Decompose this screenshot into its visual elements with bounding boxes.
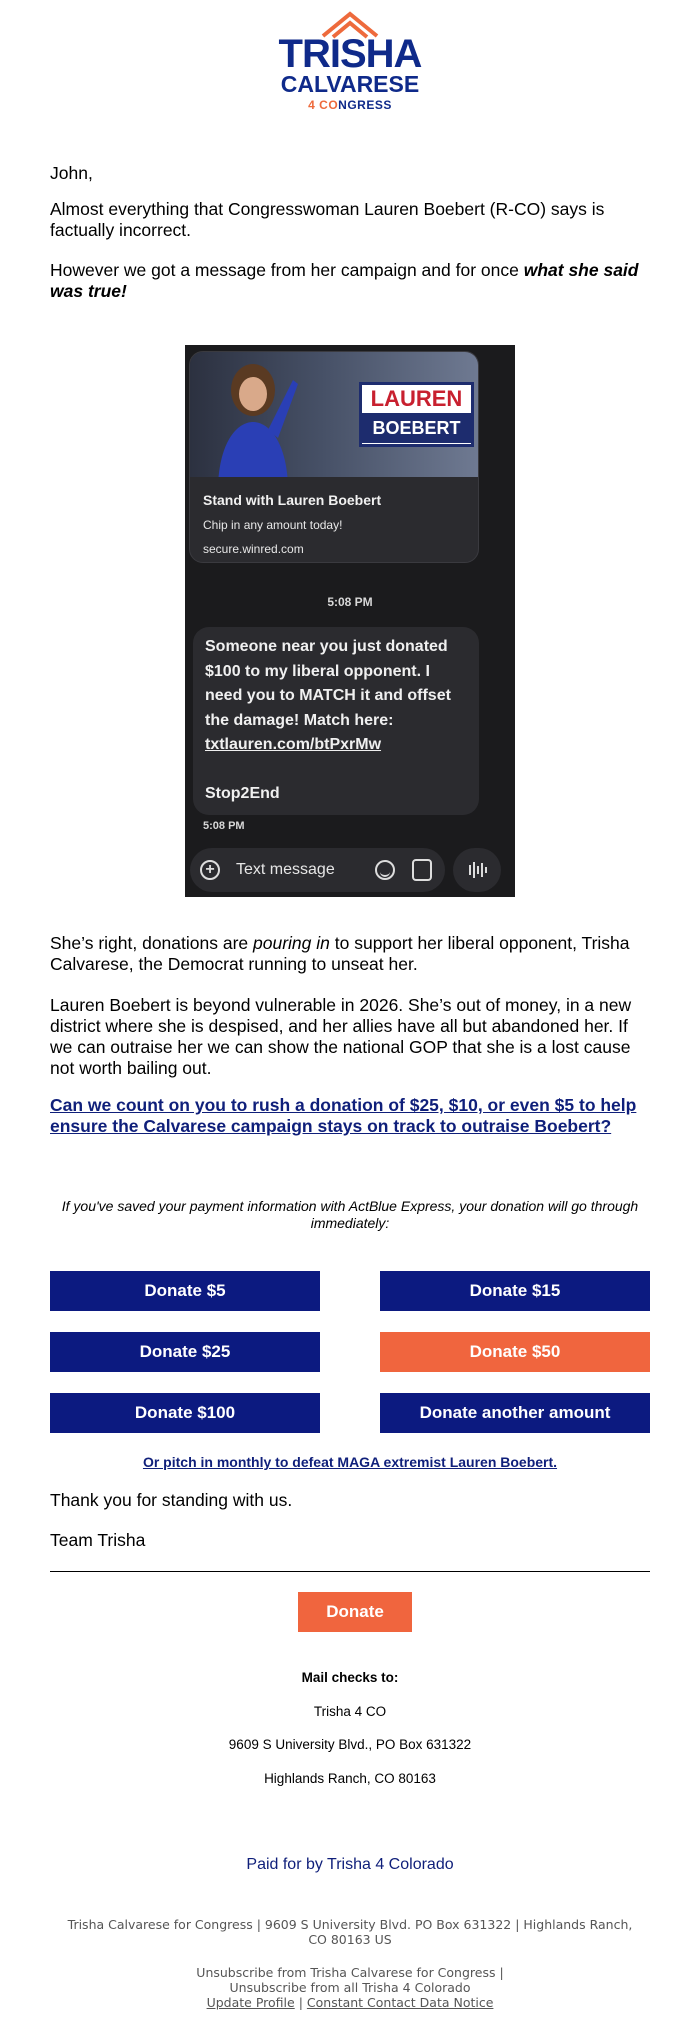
donate-25-button[interactable]: Donate $25 — [50, 1332, 320, 1372]
message-timestamp-2: 5:08 PM — [203, 820, 245, 832]
donate-15-button[interactable]: Donate $15 — [380, 1271, 650, 1311]
campaign-logo — [0, 10, 700, 112]
unsubscribe-campaign-link[interactable]: Unsubscribe from Trisha Calvarese for Congress | — [196, 1965, 504, 1980]
link-preview-url: secure.winred.com — [203, 542, 304, 556]
paragraph-2 — [50, 260, 650, 302]
monthly-donation-link[interactable]: Or pitch in monthly to defeat MAGA extremist Lauren Boebert. — [142, 1454, 558, 1470]
paid-for-disclaimer: Paid for by Trisha 4 Colorado — [246, 1856, 454, 1873]
footer-address: Trisha Calvarese for Congress | 9609 S University Blvd. PO Box 631322 | Highlands Ranch, CO 80163 US — [67, 1917, 633, 1947]
footer-separator: | — [298, 1995, 303, 2010]
unsubscribe-block — [0, 1965, 700, 2010]
composer-placeholder: Text message — [236, 861, 335, 878]
message-composer — [190, 848, 445, 892]
donate-other-amount-button[interactable]: Donate another amount — [380, 1393, 650, 1433]
divider — [50, 1571, 650, 1572]
paragraph-2-text: However we got a message from her campaign and for once — [50, 260, 524, 280]
logo-name: TRISHA — [278, 32, 422, 76]
link-preview-title: Stand with Lauren Boebert — [203, 492, 382, 508]
add-icon: + — [200, 860, 220, 880]
paragraph-4: Lauren Boebert is beyond vulnerable in 2026. She’s out of money, in a new district where she is despised, and her allies have all but abandoned her. If we can outraise her we can show the national GOP that she is a lost cause not worth bailing out. — [50, 995, 632, 1078]
message-link: txtlauren.com/btPxrMw — [205, 736, 382, 753]
link-preview-card — [189, 351, 479, 563]
text-message-screenshot — [185, 345, 515, 897]
mail-address-line-1: Trisha 4 CO — [313, 1704, 387, 1719]
donate-5-button[interactable]: Donate $5 — [50, 1271, 320, 1311]
donation-ask-link[interactable]: Can we count on you to rush a donation of $25, $10, or even $5 to help ensure the Calvarese campaign stays on track to outraise Boebert? — [50, 1095, 637, 1136]
update-profile-link[interactable]: Update Profile — [206, 1995, 295, 2010]
message-stop-text: Stop2End — [205, 784, 280, 802]
logo-surname: CALVARESE — [280, 71, 420, 97]
logo-tag-suffix: NGRESS — [338, 98, 392, 112]
signoff: Team Trisha — [50, 1530, 146, 1550]
paragraph-1: Almost everything that Congresswoman Lauren Boebert (R-CO) says is factually incorrect. — [50, 199, 605, 240]
attach-media-icon — [412, 859, 432, 881]
unsubscribe-all-link[interactable]: Unsubscribe from all Trisha 4 Colorado — [229, 1980, 471, 1995]
mail-checks-heading: Mail checks to: — [301, 1670, 399, 1685]
paragraph-3-b: to support her liberal opponent, Trisha Calvarese, the Democrat running to unseat her. — [50, 933, 630, 974]
donate-button[interactable]: Donate — [298, 1592, 412, 1632]
message-text: Someone near you just donated $100 to my liberal opponent. I need you to MATCH it and offset the damage! Match here: — [205, 638, 451, 729]
data-notice-link[interactable]: Constant Contact Data Notice — [306, 1995, 494, 2010]
emoji-icon — [375, 860, 395, 880]
brand-bottom: BOEBERT — [362, 413, 471, 443]
paragraph-3-emphasis: pouring in — [253, 933, 330, 953]
logo-tagline — [0, 98, 700, 112]
brand-top: LAUREN — [362, 385, 471, 413]
donate-100-button[interactable]: Donate $100 — [50, 1393, 320, 1433]
mail-address-line-3: Highlands Ranch, CO 80163 — [264, 1771, 436, 1786]
actblue-express-note: If you've saved your payment information with ActBlue Express, your donation will go through immediately: — [61, 1198, 639, 1231]
thank-you-text: Thank you for standing with us. — [50, 1490, 293, 1510]
candidate-photo-icon — [208, 360, 298, 477]
voice-input-icon — [453, 848, 501, 892]
mail-address-line-2: 9609 S University Blvd., PO Box 631322 — [228, 1737, 472, 1752]
paragraph-3 — [50, 933, 650, 975]
paragraph-2-emphasis: what she said was true! — [50, 260, 639, 301]
link-preview-subtitle: Chip in any amount today! — [203, 518, 343, 532]
logo-tag-prefix: 4 CO — [308, 98, 339, 112]
paragraph-3-a: She’s right, donations are — [50, 933, 254, 953]
candidate-brand-box — [359, 382, 474, 447]
donate-50-button[interactable]: Donate $50 — [380, 1332, 650, 1372]
greeting: John, — [50, 163, 93, 183]
message-timestamp: 5:08 PM — [327, 595, 373, 609]
link-preview-image — [190, 352, 479, 477]
message-bubble — [193, 627, 479, 815]
